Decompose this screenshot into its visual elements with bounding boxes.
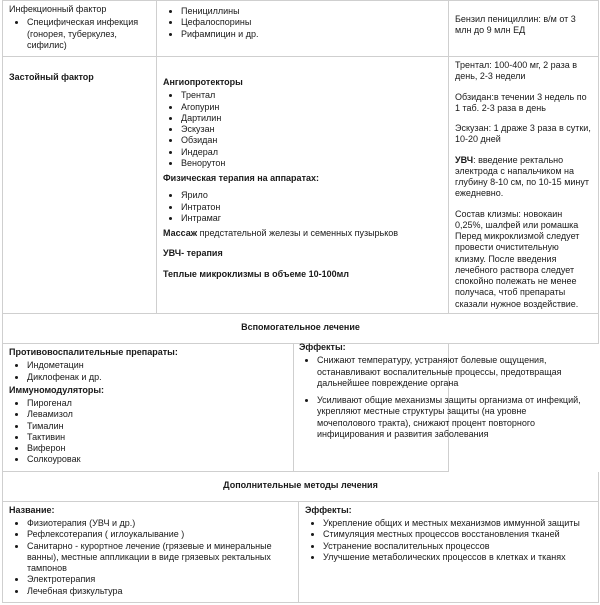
obzidan-note: Обзидан:в течении 3 недель по 1 таб. 2-3 раза в день xyxy=(455,91,587,113)
extra-effects-list xyxy=(305,518,592,563)
infection-list xyxy=(9,17,150,51)
enema-note: Состав клизмы: новокаин 0,25%, шалфей или ромашка Перед микроклизмой следует провести очистительную клизму. После введения лечебного раствора следует спокойно полежать не менее получаса, чтоб препараты сказали нужное воздействие. xyxy=(455,208,580,309)
massage-label: Массаж xyxy=(163,228,198,238)
list-item: • Пирогенал xyxy=(27,398,442,409)
list-item: • Цефалоспорины xyxy=(181,17,442,28)
list-item: • Интрамаг xyxy=(181,213,442,224)
aux-effects-list xyxy=(299,355,585,440)
list-item: • Ярило xyxy=(181,190,442,201)
infection-drugs-cell xyxy=(157,1,449,57)
anti-title: Противовоспалительные препараты: xyxy=(9,347,178,357)
list-item: • Эскузан xyxy=(181,124,442,135)
congestion-treatment-cell xyxy=(157,57,449,314)
list-item: • Электротерапия xyxy=(27,574,292,585)
extra-table xyxy=(2,472,599,603)
infection-title: Инфекционный фактор xyxy=(9,4,107,14)
aux-effects-overlay xyxy=(299,342,585,442)
list-item: • Укрепление общих и местных механизмов иммунной защиты xyxy=(323,518,592,529)
list-item: • Санитарно - курортное лечение (грязевые и минеральные ванны), местные аппликации в виде грязевых ректальных тампонов xyxy=(27,541,292,575)
physio-title: Физическая терапия на аппаратах: xyxy=(163,173,319,183)
uhf-note-label: УВЧ xyxy=(455,154,474,165)
list-item: • Снижают температуру, устраняют болевые ощущения, останавливают воспалительные процессы, предотвращая дальнейшее повреждение органа xyxy=(317,355,585,389)
list-item: • Тималин xyxy=(27,421,442,432)
list-item: • Левамизол xyxy=(27,409,442,420)
infection-dosage-cell xyxy=(449,1,599,57)
list-item: • Трентал xyxy=(181,90,442,101)
eskuzan-note: Эскузан: 1 драже 3 раза в сутки, 10-20 дней xyxy=(455,123,591,145)
list-item: • Агопурин xyxy=(181,102,442,113)
infection-drugs-list xyxy=(163,6,442,40)
list-item: • Устранение воспалительных процессов xyxy=(323,541,592,552)
list-item: • Солкоуровак xyxy=(27,454,442,465)
micro-enema: Теплые микроклизмы в объеме 10-100мл xyxy=(163,268,350,279)
list-item: • Пенициллины xyxy=(181,6,442,17)
list-item: • Специфическая инфекция (гонорея, туберкулез, сифилис) xyxy=(27,17,150,51)
list-item: • Виферон xyxy=(27,443,442,454)
congestion-title-cell xyxy=(3,57,157,314)
extra-row xyxy=(3,501,599,602)
extra-name-title: Название: xyxy=(9,504,55,515)
immuno-title: Иммуномодуляторы: xyxy=(9,384,105,395)
massage-line xyxy=(163,228,442,239)
congestion-title: Застойный фактор xyxy=(9,72,94,82)
list-item: • Обзидан xyxy=(181,135,442,146)
extra-names-list xyxy=(9,518,292,597)
list-item: • Диклофенак и др. xyxy=(27,372,442,383)
list-item: • Стимуляция местных процессов восстановления тканей xyxy=(323,529,592,540)
list-item: • Интратон xyxy=(181,202,442,213)
infection-title-cell xyxy=(3,1,157,57)
list-item: • Венорутон xyxy=(181,158,442,169)
aux-header-row xyxy=(3,313,599,343)
extra-effects-title: Эффекты: xyxy=(305,504,352,515)
list-item: • Дартилин xyxy=(181,113,442,124)
extra-header-row xyxy=(3,472,599,502)
congestion-row xyxy=(3,57,599,314)
extra-effects-cell xyxy=(299,501,599,602)
list-item: • Рифампицин и др. xyxy=(181,29,442,40)
list-item: • Индометацин xyxy=(27,360,442,371)
extra-names-cell xyxy=(3,501,299,602)
infection-row xyxy=(3,1,599,57)
congestion-notes-cell xyxy=(449,57,599,314)
list-item: • Тактивин xyxy=(27,432,442,443)
angio-title: Ангиопротекторы xyxy=(163,77,243,87)
uhf-note xyxy=(455,155,592,200)
angio-list xyxy=(163,90,442,169)
aux-effects-title: Эффекты: xyxy=(299,342,346,352)
uhf-note-text: : введение ректально электрода с напальчиком на глубину 8-10 см, по 10-15 минут ежедневно. xyxy=(455,154,589,199)
list-item: • Улучшение метаболических процессов в клетках и тканях xyxy=(323,552,592,563)
list-item: • Лечебная физкультура xyxy=(27,586,292,597)
list-item: • Усиливают общие механизмы защиты организма от инфекций, укрепляют местные структуры защиты (на уровне мочеполового тракта), снижают процент повторного инфицирования и развития заболевания xyxy=(317,395,585,440)
massage-text: предстательной железы и семенных пузырьков xyxy=(197,228,399,238)
physio-list xyxy=(163,190,442,224)
list-item: • Индерал xyxy=(181,147,442,158)
list-item: • Физиотерапия (УВЧ и др.) xyxy=(27,518,292,529)
infection-dosage: Бензил пенициллин: в/м от 3 млн до 9 млн ЕД xyxy=(455,14,576,36)
list-item: • Рефлексотерапия ( иглоукалывание ) xyxy=(27,529,292,540)
aux-header: Вспомогательное лечение xyxy=(3,313,599,343)
trental-note: Трентал: 100-400 мг, 2 раза в день, 2-3 недели xyxy=(455,60,577,82)
uhf-therapy: УВЧ- терапия xyxy=(163,248,223,259)
extra-header: Дополнительные методы лечения xyxy=(3,472,599,502)
